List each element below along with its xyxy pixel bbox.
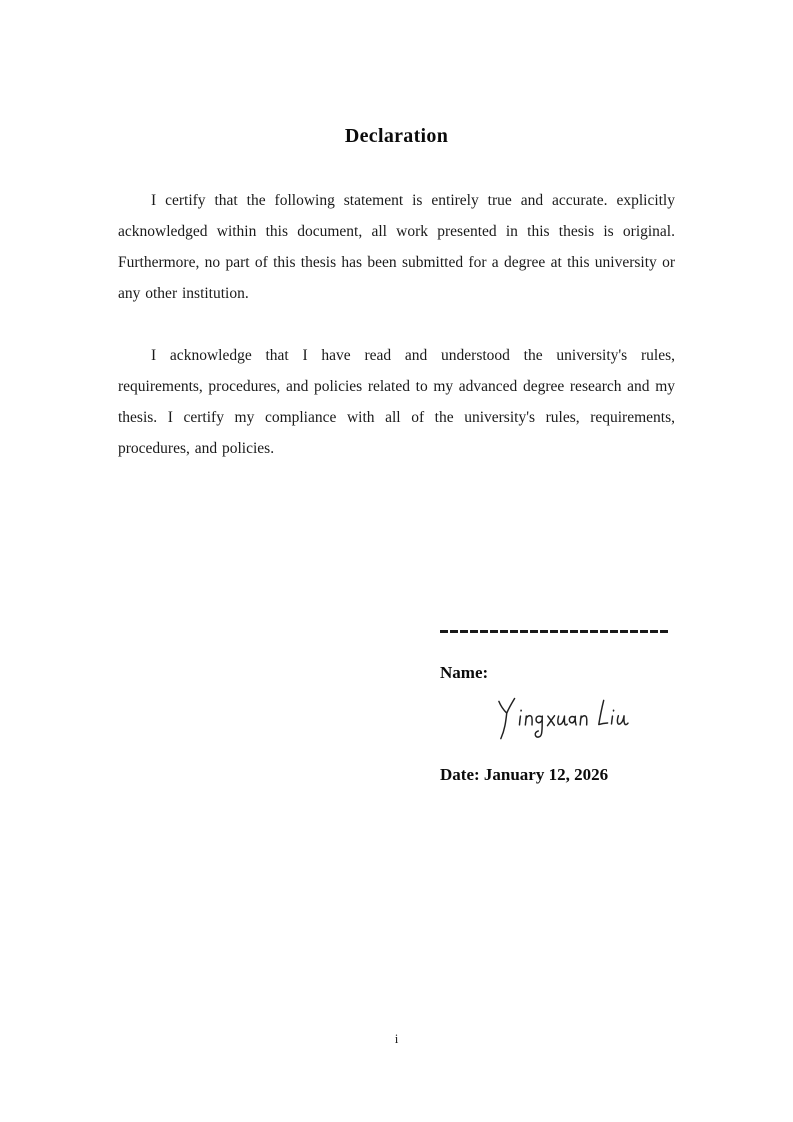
page-title: Declaration xyxy=(344,125,449,147)
signer-name-text xyxy=(440,747,441,748)
signature-block xyxy=(440,622,690,785)
date-label: Date: January 12, 2026 xyxy=(440,765,609,784)
page-number: i xyxy=(394,1031,399,1046)
declaration-paragraph-2: I acknowledge that I have read and understood the university's rules, requirements, procedures, and policies related to my advanced degree research and my thesis. I certify my compliance with all of the university's rules, requirements, procedures, and policies. xyxy=(118,347,675,457)
signature-line xyxy=(440,630,668,633)
document-content xyxy=(118,124,675,464)
handwritten-signature xyxy=(494,695,636,747)
declaration-paragraph-1: I certify that the following statement is entirely true and accurate. explicitly acknowledged within this document, all work presented in this thesis is original. Furthermore, no part of this thesis has been submitted for a degree at this university or any other institution. xyxy=(118,192,675,302)
name-label: Name: xyxy=(440,663,489,682)
